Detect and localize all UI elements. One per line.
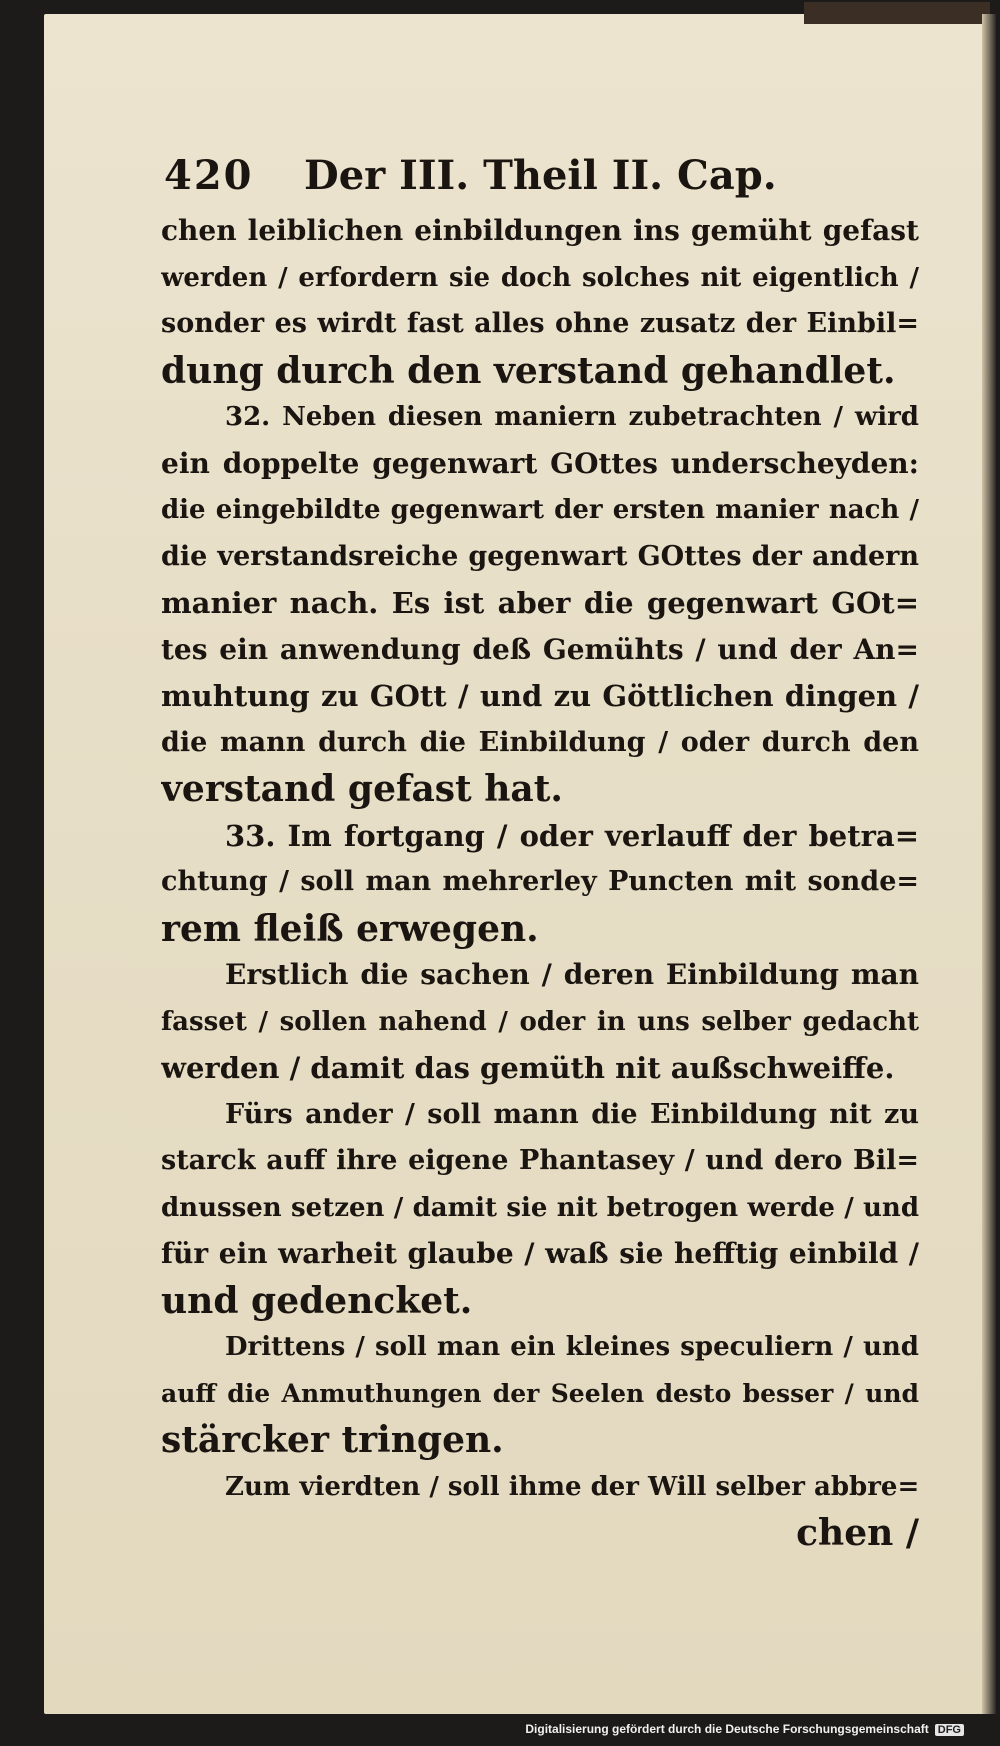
text-line: chtung / soll man mehrerley Puncten mit sonde=	[161, 866, 919, 897]
dfg-logo: DFG	[935, 1724, 964, 1736]
text-line: tes ein anwendung deß Gemühts / und der An=	[161, 632, 919, 666]
text-line: Erstlich die sachen / deren Einbildung man	[225, 958, 919, 991]
text-line: und gedencket.	[161, 1279, 473, 1322]
text-line: starck auff ihre eigene Phantasey / und dero Bil=	[161, 1145, 919, 1176]
text-line: Zum vierdten / soll ihme der Will selber abbre=	[225, 1471, 919, 1502]
text-line: die mann durch die Einbildung / oder durch den	[161, 726, 919, 758]
text-line: die eingebildte gegenwart der ersten manier nach /	[161, 495, 919, 525]
credit-text: Digitalisierung gefördert durch die Deutsche Forschungsgemeinschaft	[525, 1722, 929, 1736]
text-line: dung durch den verstand gehandlet.	[161, 349, 896, 392]
body-text	[161, 208, 919, 1557]
running-head	[164, 152, 777, 199]
text-line: stärcker tringen.	[161, 1419, 504, 1461]
page-gutter-shadow	[982, 14, 996, 1714]
running-title: Der III. Theil II. Cap.	[304, 152, 777, 199]
text-line: Fürs ander / soll mann die Einbildung nit zu	[225, 1098, 919, 1130]
text-line: die verstandsreiche gegenwart GOttes der andern	[161, 540, 919, 572]
text-line: manier nach. Es ist aber die gegenwart GOt=	[161, 586, 919, 620]
text-line: auff die Anmuthungen der Seelen desto besser / und	[161, 1378, 919, 1408]
text-line: 32. Neben diesen maniern zubetrachten / wird	[225, 402, 919, 432]
text-line: fasset / sollen nahend / oder in uns selber gedacht	[161, 1006, 919, 1037]
text-line: werden / damit das gemüth nit außschweiffe.	[161, 1051, 895, 1085]
text-line: ein doppelte gegenwart GOttes underscheyden:	[161, 446, 919, 480]
digitization-credit	[0, 1722, 1000, 1742]
text-line: chen leiblichen einbildungen ins gemüht gefast	[161, 214, 919, 247]
text-line: verstand gefast hat.	[161, 768, 563, 810]
text-line: Drittens / soll man ein kleines speculiern / und	[225, 1332, 919, 1362]
text-line: 33. Im fortgang / oder verlauff der betra=	[225, 818, 919, 853]
text-line: werden / erfordern sie doch solches nit eigentlich /	[161, 262, 919, 293]
book-page	[44, 14, 990, 1714]
page-edge	[804, 2, 990, 24]
text-line: für ein warheit glaube / waß sie hefftig einbild /	[161, 1237, 919, 1270]
text-line: rem fleiß erwegen.	[161, 907, 539, 950]
page-number: 420	[164, 152, 254, 199]
text-line: muhtung zu GOtt / und zu Göttlichen dingen /	[161, 679, 919, 713]
text-line: dnussen setzen / damit sie nit betrogen werde / und	[161, 1192, 919, 1223]
text-line: sonder es wirdt fast alles ohne zusatz der Einbil=	[161, 308, 919, 339]
catchword: chen /	[796, 1512, 919, 1554]
